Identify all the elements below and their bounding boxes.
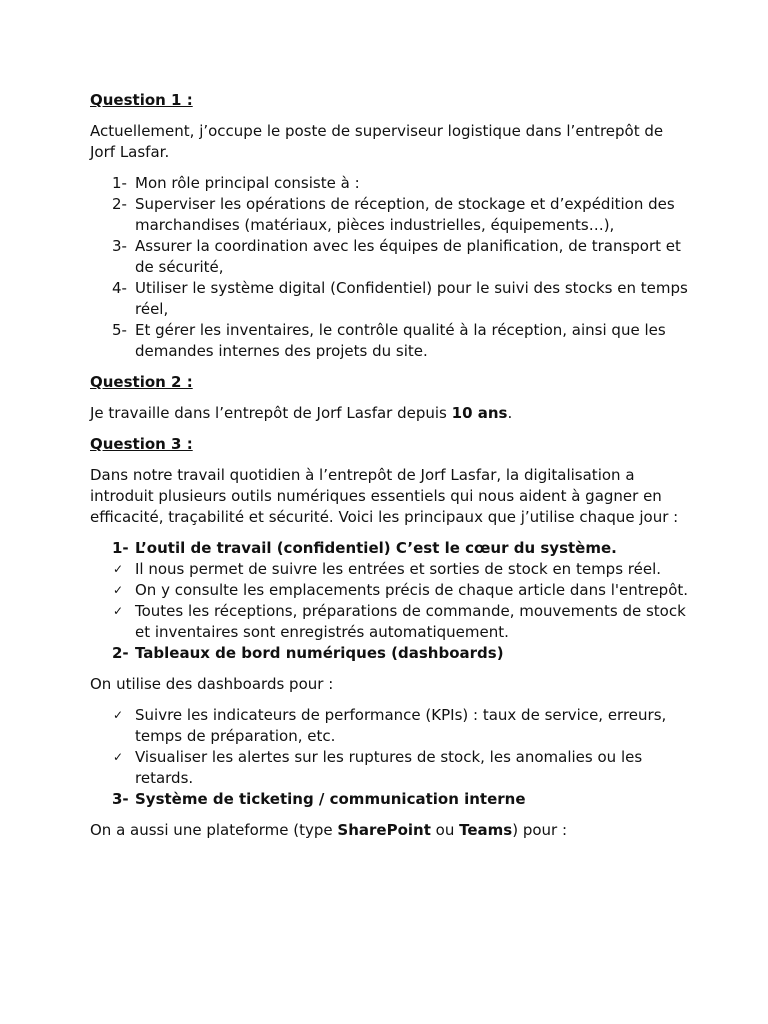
question-1-heading: Question 1 :	[90, 91, 193, 109]
check-icon: ✓	[113, 562, 124, 576]
tool-title-text: L’outil de travail (confidentiel) C’est le cœur du système.	[135, 539, 617, 557]
tool-title-text: Tableaux de bord numériques (dashboards)	[135, 644, 504, 662]
role-list-item	[90, 173, 690, 194]
check-icon: ✓	[113, 750, 124, 764]
platform-teams: Teams	[459, 821, 513, 839]
tool-1-list	[90, 538, 690, 664]
platform-sharepoint: SharePoint	[337, 821, 431, 839]
list-number: 4-	[112, 279, 127, 297]
tool-2-intro: On utilise des dashboards pour :	[90, 675, 334, 693]
list-item-text: Superviser les opérations de réception, de stockage et d’expédition des marchandises (matériaux, pièces industrielles, équipements…),	[135, 195, 675, 234]
answer-text: Je travaille dans l’entrepôt de Jorf Lasfar depuis	[90, 404, 452, 422]
tool-2-point	[90, 705, 690, 747]
tool-2-list	[90, 705, 690, 810]
role-list	[90, 173, 690, 362]
question-3-intro: Dans notre travail quotidien à l’entrepôt de Jorf Lasfar, la digitalisation a introduit plusieurs outils numériques essentiels qui nous aident à gagner en efficacité, traçabilité et sécurité. Voici les principaux que j’utilise chaque jour :	[90, 466, 679, 526]
check-icon: ✓	[113, 708, 124, 722]
list-number: 5-	[112, 321, 127, 339]
answer-duration: 10 ans	[451, 404, 508, 422]
list-item-text: Assurer la coordination avec les équipes de planification, de transport et de sécurité,	[135, 237, 681, 276]
list-item-text: Mon rôle principal consiste à :	[135, 174, 360, 192]
tool-2-point	[90, 747, 690, 789]
role-list-item	[90, 236, 690, 278]
list-item-text: Et gérer les inventaires, le contrôle qualité à la réception, ainsi que les demandes internes des projets du site.	[135, 321, 666, 360]
intro-text: ou	[430, 821, 460, 839]
list-item-text: Utiliser le système digital (Confidentiel) pour le suivi des stocks en temps réel,	[135, 279, 688, 318]
question-2-heading: Question 2 :	[90, 373, 193, 391]
intro-text: On a aussi une plateforme (type	[90, 821, 338, 839]
tool-1-point	[90, 580, 690, 601]
point-text: Toutes les réceptions, préparations de commande, mouvements de stock et inventaires sont enregistrés automatiquement.	[135, 602, 686, 641]
list-number: 1-	[112, 174, 127, 192]
role-list-item	[90, 278, 690, 320]
question-2-answer	[90, 403, 690, 424]
list-number: 3-	[112, 237, 127, 255]
point-text: Visualiser les alertes sur les ruptures de stock, les anomalies ou les retards.	[135, 748, 643, 787]
list-number: 2-	[112, 644, 129, 662]
list-number: 3-	[112, 790, 129, 808]
tool-1-title	[90, 538, 690, 559]
tool-1-point	[90, 559, 690, 580]
list-number: 1-	[112, 539, 129, 557]
tool-1-point	[90, 601, 690, 643]
question-3-heading: Question 3 :	[90, 435, 193, 453]
tool-3-title	[90, 789, 690, 810]
point-text: Il nous permet de suivre les entrées et sorties de stock en temps réel.	[135, 560, 662, 578]
tool-2-title	[90, 643, 690, 664]
role-list-item	[90, 320, 690, 362]
intro-text: ) pour :	[512, 821, 568, 839]
check-icon: ✓	[113, 604, 124, 618]
tool-3-intro	[90, 820, 690, 841]
point-text: Suivre les indicateurs de performance (KPIs) : taux de service, erreurs, temps de préparation, etc.	[135, 706, 667, 745]
question-1-intro: Actuellement, j’occupe le poste de superviseur logistique dans l’entrepôt de Jorf Lasfar.	[90, 122, 664, 161]
check-icon: ✓	[113, 583, 124, 597]
point-text: On y consulte les emplacements précis de chaque article dans l'entrepôt.	[135, 581, 689, 599]
document-body	[90, 90, 690, 851]
tool-title-text: Système de ticketing / communication interne	[135, 790, 526, 808]
answer-punctuation: .	[507, 404, 513, 422]
role-list-item	[90, 194, 690, 236]
list-number: 2-	[112, 195, 127, 213]
